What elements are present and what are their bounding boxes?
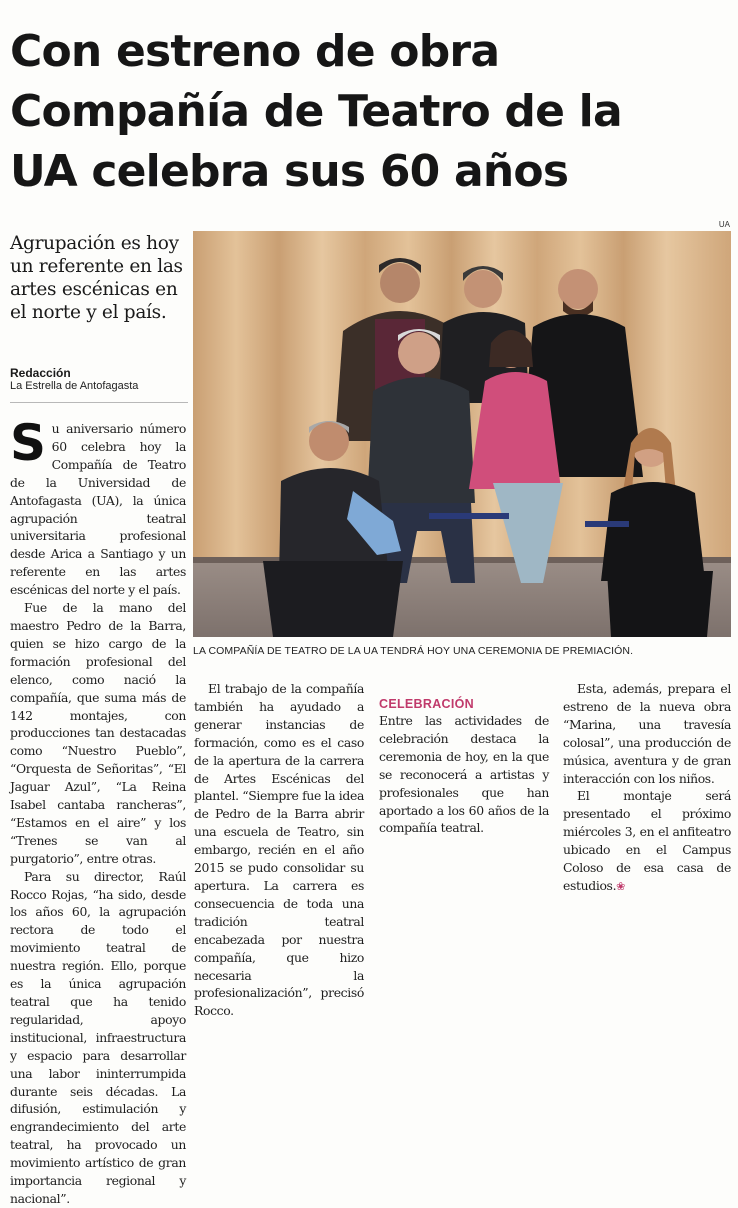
byline-divider — [10, 402, 188, 403]
headline — [10, 22, 730, 202]
subhead: Agrupación es hoy un referente en las artes escénicas en el norte y el país. — [10, 233, 183, 323]
paragraph-2: Fue de la mano del maestro Pedro de la Barra, quien se hizo cargo de la formación profesional del elenco, como nació la compañía, que suma más de 142 montajes, con producciones tan destacadas como “Nuestro Pueblo”, “Orquesta de Señoritas”, “El Jaguar Azul”, “La Reina Isabel cantaba rancheras”, “Estamos en el aire” y los “Trenes se van al purgatorio”, entre otras. — [10, 600, 186, 866]
paragraph-7 — [563, 787, 731, 895]
flower-end-icon: ❀ — [616, 879, 626, 893]
article-column-4 — [563, 680, 731, 896]
section-label-celebracion: CELEBRACIÓN — [379, 697, 474, 711]
paragraph-1 — [10, 414, 186, 599]
headline-line-3: UA celebra sus 60 años — [10, 146, 569, 197]
group-photo — [193, 231, 731, 637]
paragraph-5: Entre las actividades de celebración destaca la ceremonia de hoy, en la que se reconocerá a artistas y profesionales que han aportado a los 60 años de la compañía teatral. — [379, 713, 549, 836]
paragraph-4: El trabajo de la compañía también ha ayudado a generar instancias de formación, como es el caso de la apertura de la carrera de Artes Escénicas del plantel. “Siempre fue la idea de Pedro de la Barra abrir una escuela de Teatro, sin embargo, recién en el año 2015 se pudo consolidar su apertura. La carrera es consecuencia de toda una tradición teatral encabezada por nuestra compañía, que hizo necesaria la profesionalización”, precisó Rocco. — [194, 681, 364, 1019]
paragraph-3: Para su director, Raúl Rocco Rojas, “ha sido, desde los años 60, la agrupación rectora de todo el movimiento teatral de nuestra región. Ello, porque es la única agrupación teatral que ha tenido regularidad, apoyo institucional, infraestructura y espacio para desarrollar una labor ininterrumpida durante seis décadas. La difusión, estimulación y engrandecimiento del arte teatral, ha provocado un movimiento artístico de gran importancia regional y nacional”. — [10, 868, 186, 1206]
article-column-2 — [194, 680, 364, 1020]
article-column-3 — [379, 680, 549, 837]
byline — [10, 366, 190, 393]
paragraph-6: Esta, además, prepara el estreno de la nueva obra “Marina, una travesía colosal”, una producción de música, aventura y de gran interacción con los niños. — [563, 681, 731, 786]
paragraph-7-text: El montaje será presentado el próximo miércoles 3, en el anfiteatro ubicado en el Campus Coloso de esa casa de estudios. — [563, 788, 731, 893]
byline-author: Redacción — [10, 366, 71, 380]
byline-outlet: La Estrella de Antofagasta — [10, 380, 139, 392]
headline-line-1: Con estreno de obra — [10, 26, 500, 77]
photo-credit: UA — [718, 220, 730, 229]
article-column-1 — [10, 414, 186, 1208]
group-photo-illustration — [193, 231, 731, 637]
paragraph-1-text: u aniversario número 60 celebra hoy la Compañía de Teatro de la Universidad de Antofagasta (UA), la única agrupación teatral universitaria profesional desde Arica a Santiago y un referente en las artes escénicas del norte y el país. — [10, 421, 186, 598]
headline-line-2: Compañía de Teatro de la — [10, 86, 622, 137]
photo-caption: LA COMPAÑÍA DE TEATRO DE LA UA TENDRÁ HOY UNA CEREMONIA DE PREMIACIÓN. — [193, 645, 634, 657]
drop-cap: S — [10, 414, 46, 472]
